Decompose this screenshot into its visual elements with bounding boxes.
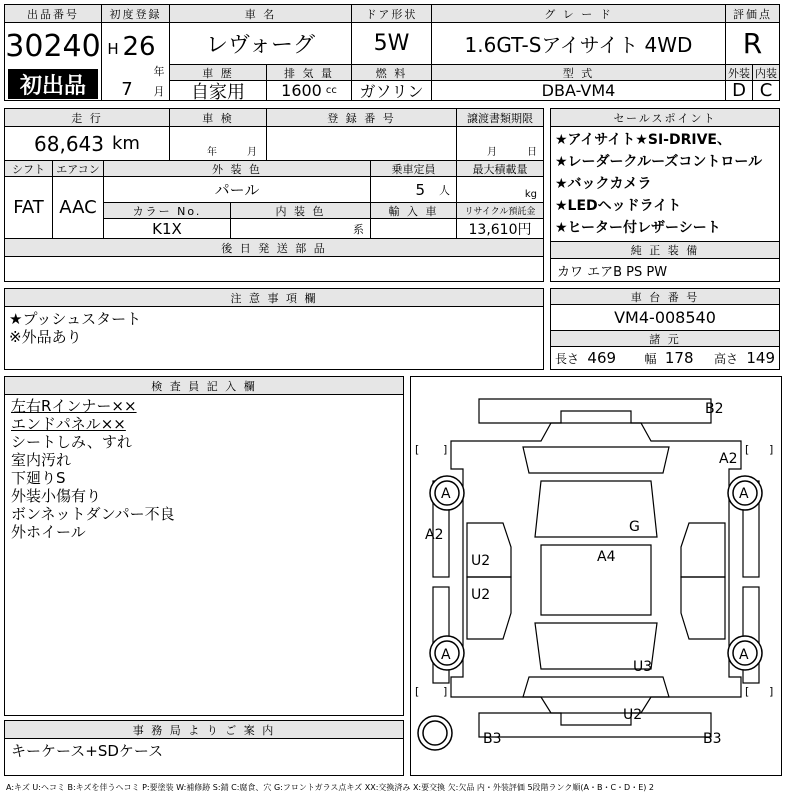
- transfer-month-unit: 月: [487, 146, 497, 157]
- later-parts-label: 後 日 発 送 部 品: [5, 239, 543, 257]
- damage-mark: A: [441, 486, 451, 502]
- inspector-line: 左右Rインナー××: [11, 397, 137, 415]
- damage-mark: U2: [471, 553, 491, 569]
- selling-points-label: セールスポイント: [551, 109, 779, 127]
- era: H: [107, 40, 119, 58]
- notes-block: [4, 288, 544, 370]
- fuel-value: ガソリン: [352, 81, 432, 100]
- height-value: 149: [746, 349, 775, 367]
- shift-label: シフト: [5, 161, 53, 177]
- load-cell: [457, 177, 543, 203]
- mileage-label: 走 行: [5, 109, 170, 127]
- legend: A:キズ U:ヘコミ B:キズを伴うヘコミ P:要塗装 W:補修跡 S:錆 C:腐食、穴 G:フロントガラス点キズ XX:交換済み X:要交換 欠:欠品 内・外装評価 5段階ランク順(A・B・C・D・E) 2: [6, 782, 655, 792]
- first-listing-badge: 初出品: [8, 69, 98, 99]
- history-value: 自家用: [170, 81, 267, 100]
- grade-label: グ レ ー ド: [432, 5, 726, 23]
- damage-mark: U2: [471, 587, 491, 603]
- model-label: 車 名: [170, 5, 352, 23]
- ext-color-value: パール: [104, 177, 371, 203]
- load-label: 最大積載量: [457, 161, 543, 177]
- selling-point: ★アイサイト★SI-DRIVE、: [555, 132, 731, 148]
- score-label: 評価点: [726, 5, 779, 23]
- grade-value: 1.6GT-Sアイサイト 4WD: [432, 23, 726, 65]
- int-color-label: 内 装 色: [231, 203, 371, 219]
- capacity-label: 乗車定員: [371, 161, 457, 177]
- registration-label: 登 録 番 号: [267, 109, 457, 127]
- spec-label: 諸 元: [551, 331, 779, 347]
- year: 26: [122, 32, 156, 62]
- transfer-label: 譲渡書類期限: [457, 109, 543, 127]
- type-label: 型 式: [432, 65, 726, 81]
- damage-mark: A4: [597, 549, 616, 565]
- damage-mark: B3: [703, 731, 722, 747]
- import-value: [371, 219, 457, 239]
- damage-mark: A2: [719, 451, 738, 467]
- displacement-unit: cc: [325, 85, 337, 96]
- shift-value: FAT: [5, 177, 53, 239]
- load-unit: kg: [524, 189, 537, 200]
- inspector-line: ボンネットダンパー不良: [11, 505, 175, 523]
- selling-point: ★レーダークルーズコントロール: [555, 154, 763, 170]
- notes-list: [5, 310, 141, 346]
- svg-text:[: [: [415, 685, 420, 698]
- ac-value: AAC: [53, 177, 104, 239]
- first-reg-label: 初度登録: [102, 5, 170, 23]
- ac-label: エアコン: [53, 161, 104, 177]
- svg-text:[: [: [415, 443, 420, 456]
- mileage-unit: km: [112, 133, 140, 154]
- fuel-label: 燃 料: [352, 65, 432, 81]
- svg-text:[: [: [745, 443, 750, 456]
- inspector-label: 検 査 員 記 入 欄: [5, 377, 403, 395]
- damage-mark: U3: [633, 659, 653, 675]
- recycle-label: リサイクル預託金: [457, 203, 543, 219]
- lot-label: 出品番号: [5, 5, 101, 23]
- month-unit: 月: [153, 85, 165, 98]
- type-value: DBA-VM4: [432, 81, 726, 100]
- office-label: 事 務 局 よ り ご 案 内: [5, 721, 403, 739]
- recycle-value: 13,610円: [457, 219, 543, 239]
- interior-value: C: [759, 81, 773, 100]
- damage-mark: B3: [483, 731, 502, 747]
- inspector-line: 室内汚れ: [11, 451, 72, 469]
- selling-point: ★ヒーター付レザーシート: [555, 220, 721, 236]
- length-label: 長さ: [555, 351, 580, 366]
- exterior-value: D: [726, 81, 753, 100]
- insp-month-unit: 月: [247, 146, 257, 157]
- insp-year-unit: 年: [207, 146, 217, 157]
- registration-value: [267, 127, 457, 161]
- note-line: ※外品あり: [9, 328, 82, 346]
- inspector-list: [7, 397, 175, 541]
- svg-text:[: [: [745, 685, 750, 698]
- height-label: 高さ: [713, 351, 738, 366]
- chassis-label: 車 台 番 号: [551, 289, 779, 305]
- capacity-unit: 人: [439, 183, 450, 197]
- selling-point: ★バックカメラ: [555, 176, 652, 192]
- damage-mark: A2: [425, 527, 444, 543]
- note-line: ★プッシュスタート: [9, 310, 142, 328]
- model-name: レヴォーグ: [170, 23, 352, 65]
- damage-mark: A: [739, 647, 749, 663]
- door-type: 5W: [352, 23, 432, 65]
- interior-label: 内装: [755, 66, 777, 80]
- lot-number: 30240: [5, 28, 101, 64]
- equipment-value: カワ エアB PS PW: [557, 264, 668, 280]
- transfer-day-unit: 日: [527, 146, 537, 157]
- capacity-cell: [371, 177, 457, 203]
- mileage-value: 68,643: [34, 131, 104, 156]
- damage-mark: U2: [623, 707, 643, 723]
- inspector-block: [4, 376, 404, 716]
- office-block: [4, 720, 404, 776]
- history-label: 車 歴: [170, 65, 267, 81]
- selling-points-block: [550, 108, 780, 282]
- import-label: 輸 入 車: [371, 203, 457, 219]
- int-color-unit: 系: [353, 222, 364, 236]
- damage-mark: G: [629, 519, 640, 535]
- ext-color-label: 外 装 色: [104, 161, 371, 177]
- car-diagram: [410, 376, 782, 776]
- damage-mark: A: [739, 486, 749, 502]
- svg-text:]: ]: [769, 443, 774, 456]
- year-unit: 年: [153, 65, 165, 78]
- spec-row: [551, 347, 779, 369]
- door-label: ドア形状: [352, 5, 432, 23]
- chassis-block: [550, 288, 780, 370]
- length-value: 469: [587, 349, 617, 367]
- selling-points-list: [551, 129, 779, 239]
- mileage-cell: [5, 127, 170, 161]
- width-value: 178: [664, 349, 694, 367]
- damage-mark: A: [441, 647, 451, 663]
- capacity-value: 5: [415, 180, 425, 199]
- displacement-label: 排 気 量: [267, 65, 352, 81]
- exterior-label: 外装: [726, 65, 753, 81]
- later-parts-value: [5, 257, 543, 281]
- svg-text:]: ]: [443, 685, 448, 698]
- equipment-label: 純 正 装 備: [551, 241, 779, 259]
- score-value: R: [726, 23, 779, 65]
- inspector-line: エンドパネル××: [11, 415, 126, 433]
- inspector-line: シートしみ、すれ: [11, 433, 132, 451]
- details-block: [4, 108, 544, 282]
- svg-text:]: ]: [443, 443, 448, 456]
- notes-label: 注 意 事 項 欄: [5, 289, 543, 307]
- displacement-cell: [267, 81, 352, 100]
- office-value: キーケース+SDケース: [11, 741, 164, 760]
- width-label: 幅: [644, 351, 657, 366]
- selling-point: ★LEDヘッドライト: [555, 198, 682, 214]
- int-color-cell: [231, 219, 371, 239]
- chassis-value: VM4-008540: [551, 305, 779, 331]
- inspector-line: 外ホイール: [11, 523, 86, 541]
- month: 7: [121, 79, 133, 99]
- inspector-line: 下廻りS: [11, 469, 66, 487]
- color-no-value: K1X: [104, 219, 231, 239]
- displacement-value: 1600: [281, 81, 322, 100]
- header-block: [4, 4, 780, 101]
- svg-text:]: ]: [769, 685, 774, 698]
- inspection-label: 車 検: [170, 109, 267, 127]
- inspector-line: 外装小傷有り: [11, 487, 102, 505]
- damage-mark: B2: [705, 401, 724, 417]
- color-no-label: カラー No.: [104, 203, 231, 219]
